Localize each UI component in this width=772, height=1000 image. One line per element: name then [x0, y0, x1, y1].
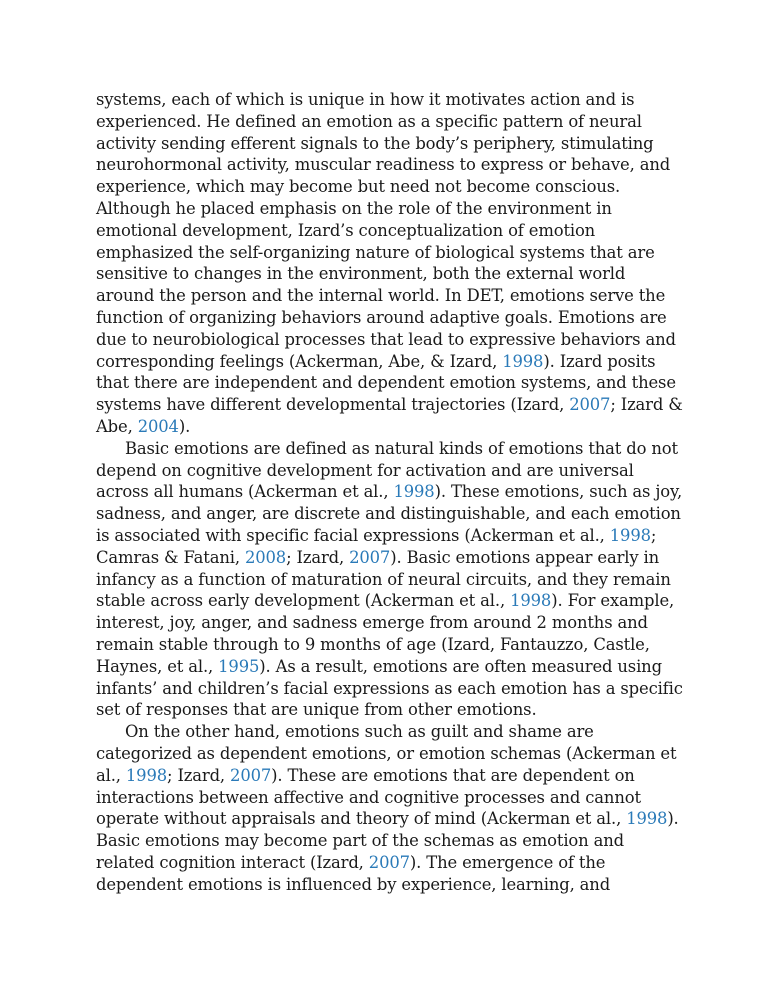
- text-run: function of organizing behaviors around adaptive goals. Emotions are: [96, 307, 667, 327]
- citation-year-link[interactable]: 1998: [125, 765, 168, 785]
- text-line: [96, 111, 686, 133]
- text-line: [96, 198, 686, 220]
- text-run: infancy as a function of maturation of neural circuits, and they remain: [96, 569, 671, 589]
- document-page: [96, 89, 686, 895]
- text-line: [96, 678, 686, 700]
- text-run: categorized as dependent emotions, or emotion schemas (Ackerman et: [96, 743, 677, 763]
- text-run: Basic emotions may become part of the schemas as emotion and: [96, 831, 624, 851]
- citation-year-link[interactable]: 2007: [569, 395, 611, 415]
- text-line: [96, 329, 686, 351]
- text-line: [96, 351, 686, 373]
- citation-year-link[interactable]: 1998: [510, 591, 552, 611]
- text-line: [96, 830, 686, 852]
- text-run: operate without appraisals and theory of mind (Ackerman et al.,: [96, 809, 627, 829]
- citation-year-link[interactable]: 1995: [218, 656, 260, 676]
- text-line: [96, 285, 686, 307]
- text-run: Camras & Fatani,: [96, 547, 245, 567]
- text-run: corresponding feelings (Ackerman, Abe, & Izard,: [96, 351, 503, 371]
- text-run: ).: [178, 416, 191, 436]
- text-line: [96, 656, 686, 678]
- text-run: infants’ and children’s facial expressions as each emotion has a specific: [96, 678, 683, 698]
- text-run: Basic emotions are defined as natural kinds of emotions that do not: [125, 438, 678, 458]
- text-run: ). These are emotions that are dependent on: [271, 765, 635, 785]
- text-line: [96, 743, 686, 765]
- text-run: related cognition interact (Izard,: [96, 852, 369, 872]
- text-line: [96, 874, 686, 896]
- text-run: ; Izard,: [286, 547, 350, 567]
- text-line: [96, 154, 686, 176]
- text-run: ). The emergence of the: [409, 852, 606, 872]
- text-run: ). These emotions, such as joy,: [434, 482, 683, 502]
- citation-year-link[interactable]: 2007: [349, 547, 391, 567]
- text-run: sensitive to changes in the environment, both the external world: [96, 264, 626, 284]
- text-run: around the person and the internal world. In DET, emotions serve the: [96, 286, 666, 306]
- text-line: [96, 765, 686, 787]
- text-line: [96, 547, 686, 569]
- text-line: [96, 612, 686, 634]
- citation-year-link[interactable]: 2008: [244, 547, 287, 567]
- citation-year-link[interactable]: 2004: [137, 416, 179, 436]
- paragraph-det-overview: [96, 89, 686, 438]
- text-line: [96, 416, 686, 438]
- text-line: [96, 503, 686, 525]
- text-run: ). Basic emotions appear early in: [390, 547, 660, 567]
- text-line: [96, 481, 686, 503]
- text-line: [96, 372, 686, 394]
- text-line: [96, 89, 686, 111]
- text-line: [96, 307, 686, 329]
- text-run: sadness, and anger, are discrete and distinguishable, and each emotion: [96, 504, 681, 524]
- text-line: [96, 634, 686, 656]
- text-run: set of responses that are unique from other emotions.: [96, 700, 537, 720]
- text-run: ). Izard posits: [543, 351, 656, 371]
- text-run: depend on cognitive development for activation and are universal: [96, 460, 634, 480]
- text-run: ).: [667, 809, 679, 829]
- text-run: dependent emotions is influenced by experience, learning, and: [96, 874, 611, 894]
- text-run: ;: [650, 525, 657, 545]
- text-run: that there are independent and dependent emotion systems, and these: [96, 373, 676, 393]
- paragraph-dependent-emotions: [96, 721, 686, 895]
- text-line: [96, 176, 686, 198]
- text-run: stable across early development (Ackerman et al.,: [96, 591, 511, 611]
- text-line: [96, 133, 686, 155]
- text-line: [96, 808, 686, 830]
- text-run: systems, each of which is unique in how it motivates action and is: [96, 90, 635, 109]
- text-line: [96, 852, 686, 874]
- text-run: neurohormonal activity, muscular readiness to express or behave, and: [96, 155, 671, 175]
- text-line: [96, 220, 686, 242]
- paragraph-basic-emotions: [96, 438, 686, 721]
- text-run: activity sending efferent signals to the body’s periphery, stimulating: [96, 133, 654, 153]
- citation-year-link[interactable]: 1998: [626, 809, 668, 829]
- text-run: On the other hand, emotions such as guilt and shame are: [125, 722, 594, 742]
- text-line: [96, 525, 686, 547]
- text-run: emphasized the self-organizing nature of biological systems that are: [96, 242, 655, 262]
- citation-year-link[interactable]: 2007: [230, 765, 272, 785]
- text-run: is associated with specific facial expressions (Ackerman et al.,: [96, 525, 610, 545]
- text-run: remain stable through to 9 months of age (Izard, Fantauzzo, Castle,: [96, 634, 650, 654]
- text-run: al.,: [96, 765, 126, 785]
- text-line: [96, 590, 686, 612]
- text-run: Haynes, et al.,: [96, 656, 219, 676]
- text-run: experienced. He defined an emotion as a specific pattern of neural: [96, 111, 642, 131]
- text-run: due to neurobiological processes that lead to expressive behaviors and: [96, 329, 676, 349]
- text-run: systems have different developmental trajectories (Izard,: [96, 395, 570, 415]
- citation-year-link[interactable]: 1998: [609, 525, 651, 545]
- text-run: Although he placed emphasis on the role of the environment in: [96, 198, 612, 218]
- text-run: interactions between affective and cognitive processes and cannot: [96, 787, 641, 807]
- text-run: Abe,: [96, 416, 138, 436]
- text-line: [96, 394, 686, 416]
- citation-year-link[interactable]: 2007: [368, 852, 410, 872]
- text-line: [96, 438, 686, 460]
- text-run: ). As a result, emotions are often measured using: [259, 656, 662, 676]
- citation-year-link[interactable]: 1998: [393, 482, 435, 502]
- text-run: ; Izard &: [610, 395, 683, 415]
- text-line: [96, 460, 686, 482]
- text-line: [96, 242, 686, 264]
- text-run: ; Izard,: [167, 765, 231, 785]
- text-run: across all humans (Ackerman et al.,: [96, 482, 394, 502]
- text-run: interest, joy, anger, and sadness emerge from around 2 months and: [96, 613, 648, 633]
- text-line: [96, 721, 686, 743]
- citation-year-link[interactable]: 1998: [502, 351, 544, 371]
- text-run: experience, which may become but need not become conscious.: [96, 177, 621, 197]
- text-run: ). For example,: [551, 591, 675, 611]
- text-line: [96, 699, 686, 721]
- text-line: [96, 263, 686, 285]
- text-line: [96, 569, 686, 591]
- text-line: [96, 787, 686, 809]
- text-run: emotional development, Izard’s conceptualization of emotion: [96, 220, 596, 240]
